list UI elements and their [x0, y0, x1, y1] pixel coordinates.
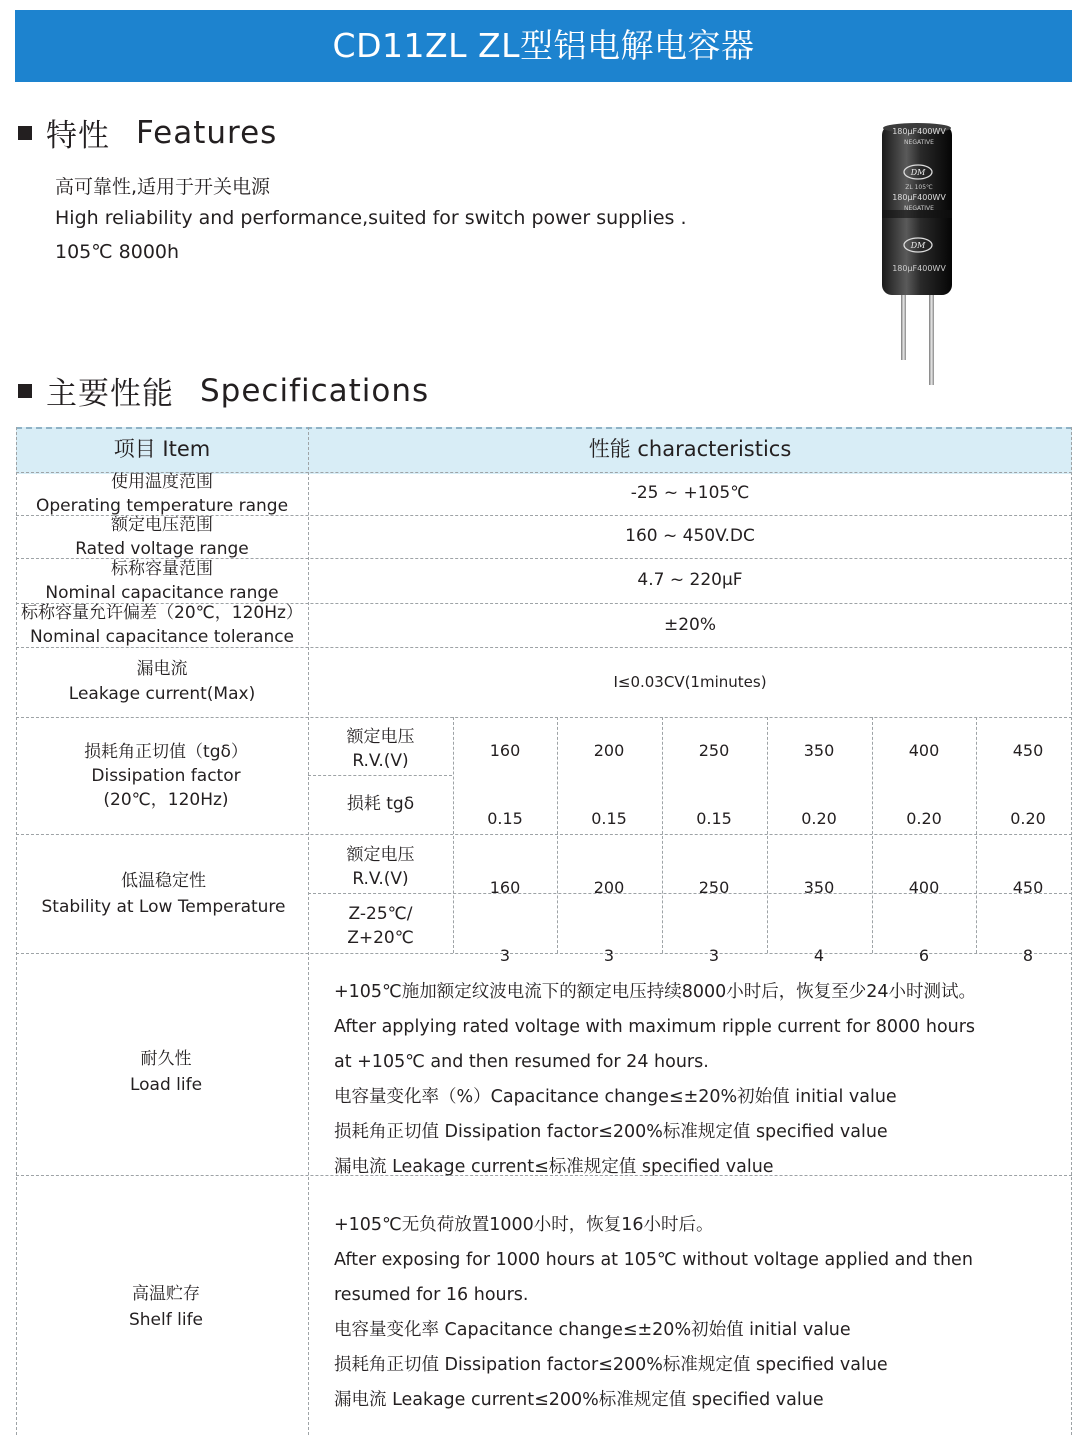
rated-voltage-label: 额定电压 R.V.(V) [346, 727, 415, 771]
load-life-label-en: Load life [129, 1075, 203, 1095]
feature-line: 高可靠性,适用于开关电源 [55, 176, 271, 198]
bullet-square-icon [18, 384, 32, 398]
row-label-cn: 使用温度范围 [111, 471, 213, 492]
dissipation-label [16, 717, 316, 834]
capacitor-rating-text: 180μF400WV [892, 193, 946, 202]
specifications-heading-en: Specifications [200, 372, 430, 409]
voltage-value: 200 [593, 741, 625, 760]
specifications-heading-cn: 主要性能 [46, 376, 174, 412]
tg-delta-value: 0.15 [696, 809, 732, 828]
page-title: CD11ZL ZL型铝电解电容器 [15, 10, 1072, 82]
voltage-value: 200 [593, 878, 625, 897]
row-label-cn: 额定电压范围 [111, 514, 213, 535]
load-life-description: +105℃施加额定纹波电流下的额定电压持续8000小时后，恢复至少24小时测试。 After applying rated voltage with maximum ripple current for 8000 hours at +105℃ and then resumed for 24 hours. 电容量变化率（%）Capacitance change≤±20%初始值 initial value 损耗角正切值 Dissipation factor≤200%标准规定值 specified value 漏电流 Leakage current≤标准规定值 specified value [334, 982, 977, 1177]
tg-delta-label: 损耗 tgδ [346, 793, 415, 814]
voltage-value: 450 [1012, 741, 1044, 760]
shelf-life-description: +105℃无负荷放置1000小时，恢复16小时后。 After exposing for 1000 hours at 105℃ without voltage applied and then resumed for 16 hours. 电容量变化率 Capacitance change≤±20%初始值 initial value 损耗角正切值 Dissipation factor≤200%标准规定值 specified value 漏电流 Leakage current≤200%标准规定值 specified value [334, 1215, 973, 1410]
impedance-ratio-value: 6 [918, 946, 930, 965]
capacitor-rating-text: 180μF400WV [892, 264, 946, 273]
load-life-label-cn: 耐久性 [140, 1049, 192, 1069]
capacitor-rating-text: 180μF400WV [892, 127, 946, 136]
features-heading [18, 110, 277, 155]
voltage-value: 250 [698, 741, 730, 760]
impedance-ratio-value: 3 [603, 946, 615, 965]
row-label-cn: 漏电流 [136, 659, 188, 679]
features-heading-en: Features [136, 114, 278, 151]
voltage-value: 350 [803, 878, 835, 897]
header-item: 项目 Item [113, 437, 211, 461]
voltage-value: 450 [1012, 878, 1044, 897]
row-value: ±20% [663, 614, 717, 635]
tg-delta-value: 0.20 [801, 809, 837, 828]
voltage-value: 160 [489, 741, 521, 760]
shelf-life-label-cn: 高温贮存 [132, 1284, 200, 1304]
capacitor-negative-text: NEGATIVE [904, 139, 934, 146]
voltage-value: 250 [698, 878, 730, 897]
feature-line: 105℃ 8000h [55, 241, 180, 263]
rated-voltage-label: 额定电压 R.V.(V) [346, 845, 415, 889]
impedance-ratio-value: 8 [1022, 946, 1034, 965]
specifications-table [16, 427, 1072, 1435]
tg-delta-value: 0.20 [906, 809, 942, 828]
specifications-heading [18, 368, 429, 413]
table-row [8, 603, 316, 647]
capacitor-series-text: ZL 105℃ [905, 184, 933, 191]
shelf-life-label-en: Shelf life [128, 1310, 204, 1330]
dissipation-condition: (20℃，120Hz) [103, 789, 229, 810]
table-row [16, 472, 308, 515]
row-label-en: Leakage current(Max) [68, 684, 256, 704]
bullet-square-icon [18, 126, 32, 140]
features-heading-cn: 特性 [46, 118, 110, 154]
impedance-ratio-value: 4 [813, 946, 825, 965]
row-value: I≤0.03CV(1minutes) [613, 672, 767, 691]
tg-delta-value: 0.20 [1010, 809, 1046, 828]
row-label-en: Operating temperature range [35, 495, 289, 516]
impedance-ratio-label: Z-25℃/ Z+20℃ [347, 904, 414, 948]
impedance-ratio-value: 3 [499, 946, 511, 965]
dissipation-label-en: Dissipation factor [91, 765, 241, 786]
row-label-en: Nominal capacitance tolerance [29, 627, 295, 647]
voltage-value: 400 [908, 878, 940, 897]
row-value: 160 ~ 450V.DC [625, 526, 755, 546]
table-row [16, 647, 308, 717]
impedance-ratio-value: 3 [708, 946, 720, 965]
voltage-value: 350 [803, 741, 835, 760]
low-temp-label-en: Stability at Low Temperature [41, 896, 286, 917]
low-temp-label-cn: 低温稳定性 [121, 870, 206, 891]
capacitor-brand-text: DM [910, 241, 926, 250]
row-label-en: Rated voltage range [75, 538, 249, 559]
low-temp-label [16, 834, 311, 953]
row-value: 4.7 ~ 220μF [637, 570, 743, 590]
capacitor-image [870, 120, 960, 390]
tg-delta-value: 0.15 [487, 809, 523, 828]
row-label-cn: 标称容量范围 [111, 558, 213, 579]
header-characteristics: 性能 characteristics [588, 437, 792, 461]
shelf-life-label [16, 1262, 316, 1352]
row-label-cn: 标称容量允许偏差（20℃，120Hz） [21, 603, 303, 623]
capacitor-brand-text: DM [910, 168, 926, 177]
feature-line: High reliability and performance,suited for switch power supplies . [55, 207, 687, 229]
voltage-value: 160 [489, 878, 521, 897]
dissipation-label-cn: 损耗角正切值（tgδ） [84, 741, 248, 762]
table-row [16, 515, 308, 558]
load-life-label [16, 1027, 316, 1117]
capacitor-negative-text: NEGATIVE [904, 205, 934, 212]
table-row [16, 558, 308, 603]
row-value: -25 ~ +105℃ [630, 483, 750, 503]
voltage-value: 400 [908, 741, 940, 760]
row-label-en: Nominal capacitance range [45, 582, 279, 603]
tg-delta-value: 0.15 [591, 809, 627, 828]
